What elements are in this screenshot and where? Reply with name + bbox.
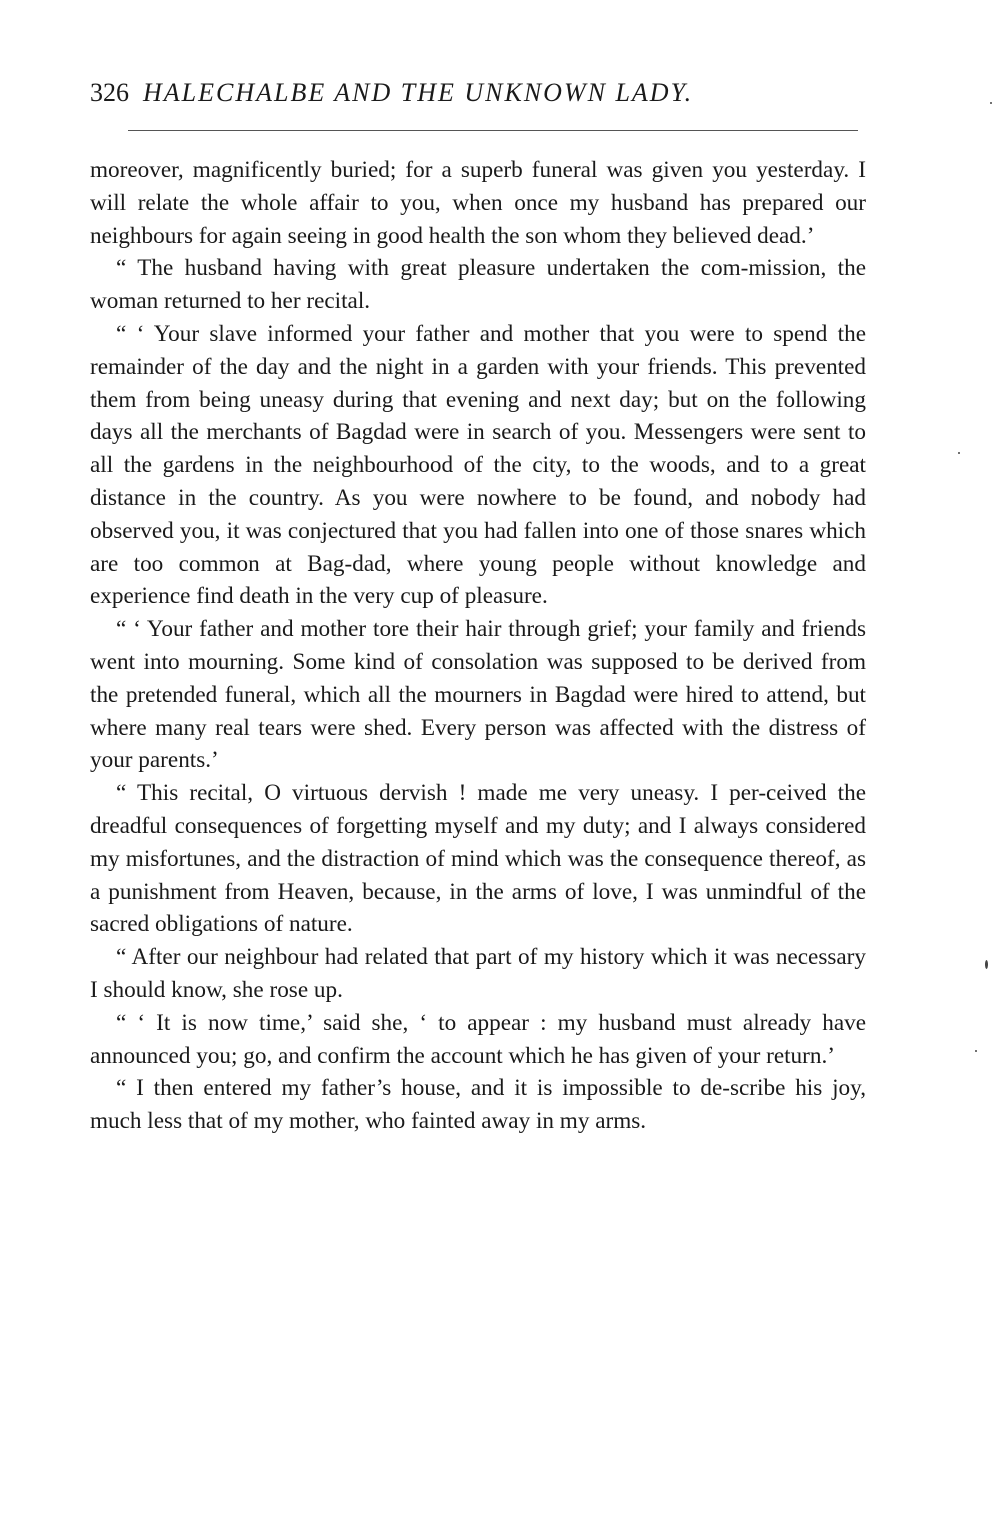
paragraph: “ After our neighbour had related that part of my history which it was necessary I should know, she rose up. — [90, 944, 866, 1003]
body-text — [90, 154, 866, 1138]
running-title: HALECHALBE AND THE UNKNOWN LADY. — [143, 78, 694, 107]
page-number: 326 — [90, 78, 129, 107]
paragraph: “ ‘ Your father and mother tore their hair through grief; your family and friends went into mourning. Some kind of consolation was supposed to be derived from the pretended funeral, which all the mourners in Bagdad were hired to attend, but where many real tears were shed. Every person was affected with the distress of your parents.’ — [90, 616, 866, 774]
paragraph: “ I then entered my father’s house, and it is impossible to de-scribe his joy, much less that of my mother, who fainted away in my arms. — [90, 1075, 866, 1135]
paragraph: “ This recital, O virtuous dervish ! made me very uneasy. I per-ceived the dreadful consequences of forgetting myself and my duty; and I always considered my misfortunes, and the distraction of mind which was the consequence thereof, as a punishment from Heaven, because, in the arms of love, I was unmindful of the sacred obligations of nature. — [90, 780, 866, 938]
running-header — [90, 78, 865, 108]
paragraph: “ ‘ Your slave informed your father and mother that you were to spend the remainder of the day and the night in a garden with your friends. This prevented them from being uneasy during that evening and next day; but on the following days all the merchants of Bagdad were in search of you. Messengers were sent to all the gardens in the neighbourhood of the city, to the woods, and to a great distance in the country. As you were nowhere to be found, and nobody had observed you, it was conjectured that you had fallen into one of those snares which are too common at Bag-dad, where young people without knowledge and experience find death in the very cup of pleasure. — [90, 320, 866, 610]
scan-speck — [975, 1050, 977, 1052]
scan-speck — [958, 452, 960, 454]
paragraph-continuation: moreover, magnificently buried; for a superb funeral was given you yesterday. I will relate the whole affair to you, when once my husband has prepared our neighbours for again seeing in good health the son whom they believed dead.’ — [90, 157, 866, 249]
paragraph: “ The husband having with great pleasure undertaken the com-mission, the woman returned to her recital. — [90, 255, 866, 315]
scan-speck — [985, 960, 988, 969]
header-rule — [128, 130, 858, 131]
scan-speck — [990, 102, 992, 104]
paragraph: “ ‘ It is now time,’ said she, ‘ to appear : my husband must already have announced you; go, and confirm the account which he has given of your return.’ — [90, 1009, 866, 1069]
